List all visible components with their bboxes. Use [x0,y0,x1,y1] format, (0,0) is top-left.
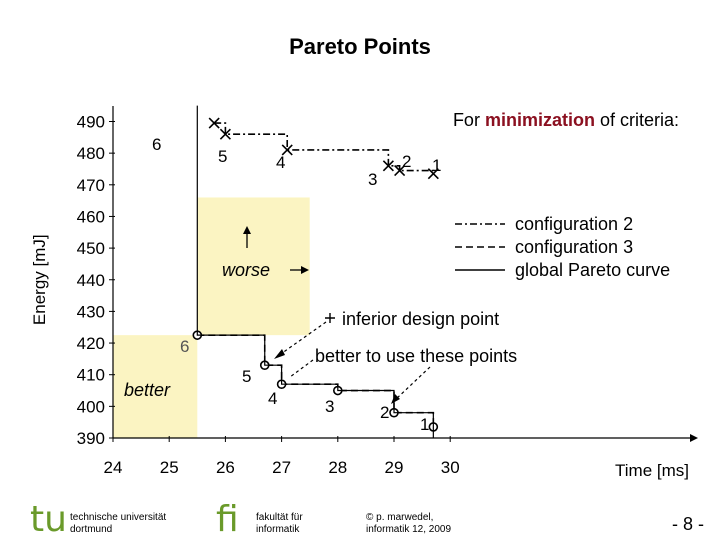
point-label: 6 [180,337,190,356]
y-tick-label: 490 [76,112,105,132]
footer [0,498,720,540]
y-tick-label: 430 [76,302,105,322]
chart-heading [453,110,679,130]
footer-author [366,512,451,536]
point-label: 6 [152,135,162,154]
footer-faculty-line2: informatik [256,524,300,535]
use-points-pointer-2 [395,367,430,400]
slide-title: Pareto Points [289,34,431,59]
legend-label: configuration 3 [515,237,634,257]
x-tick-label: 28 [328,458,348,477]
point-label: 2 [380,403,390,422]
y-tick-label: 470 [76,175,105,195]
x-tick-label: 30 [440,458,460,477]
point-label: 5 [218,147,228,166]
y-tick-label: 390 [76,429,105,448]
chart-regions [113,197,310,438]
tu-logo-icon: tu [30,499,67,540]
footer-faculty-line1: fakultät für [256,512,303,523]
x-axis-label: Time [ms] [615,461,689,480]
y-tick-label: 460 [76,207,105,227]
footer-university-line1: technische universität [70,512,167,523]
footer-university [70,512,166,536]
series-line-1 [214,123,433,174]
x-tick-label: 25 [159,458,179,477]
y-tick-label: 410 [76,365,105,385]
x-tick-label: 27 [272,458,292,477]
inferior-pointer-head [274,349,285,359]
fi-logo-icon: fi [216,499,239,540]
heading-suffix: of criteria: [594,110,679,130]
legend-label: configuration 2 [515,214,634,234]
legend-label: global Pareto curve [515,260,671,280]
heading-highlight: minimization [484,110,595,130]
worse-label: worse [222,260,271,280]
better-label: better [124,380,171,400]
footer-author-line1: © p. marwedel, [366,512,434,523]
y-tick-label: 440 [76,270,105,290]
chart-legend [455,214,670,280]
footer-faculty [256,512,303,536]
x-tick-label: 24 [103,458,123,477]
use-points-label: better to use these points [315,346,518,366]
point-label: 1 [432,156,442,175]
page-number: - 8 - [671,514,704,534]
point-label: 1 [420,415,430,434]
point-label: 4 [276,153,286,172]
footer-author-line2: informatik 12, 2009 [366,524,452,535]
footer-university-line2: dortmund [70,524,113,535]
inferior-label: inferior design point [342,309,500,329]
y-tick-label: 450 [76,239,105,259]
y-axis-label: Energy [mJ] [30,234,49,326]
x-axis-arrow [690,434,698,442]
use-points-pointer-head [391,394,400,404]
y-tick-label: 480 [76,144,105,164]
inferior-point-marker [325,313,335,323]
point-label: 4 [268,389,278,408]
point-label: 5 [242,367,252,386]
point-label: 3 [325,397,335,416]
heading-prefix: For [452,110,485,130]
point-label: 3 [368,170,378,189]
use-points-pointer-1 [290,360,313,377]
y-tick-label: 400 [76,397,105,417]
y-tick-label: 420 [76,334,105,354]
point-label: 2 [402,152,412,171]
x-tick-label: 26 [215,458,235,477]
x-tick-label: 29 [384,458,404,477]
